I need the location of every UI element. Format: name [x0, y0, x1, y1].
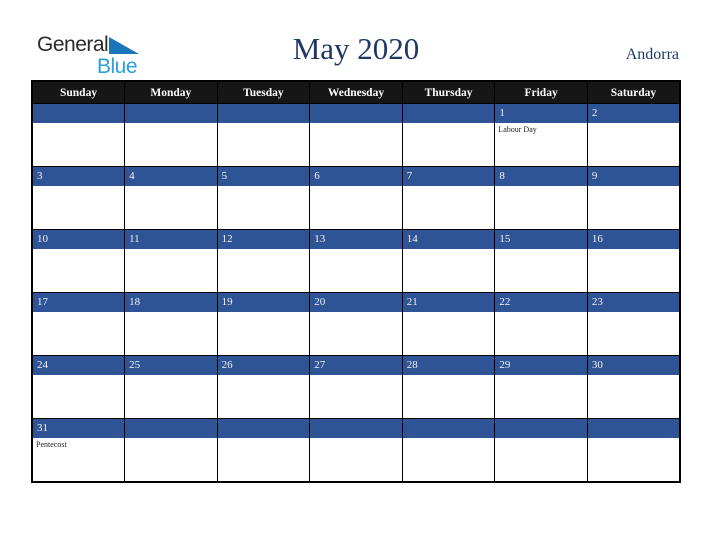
holiday-label [403, 123, 495, 166]
holiday-label [403, 249, 495, 292]
day-cell [125, 167, 218, 230]
week-row-4 [32, 293, 680, 356]
day-cell [587, 167, 680, 230]
day-number: 16 [588, 230, 679, 249]
day-cell [32, 419, 125, 483]
holiday-label [495, 312, 587, 355]
week-row-6 [32, 419, 680, 483]
logo-text-general: General [37, 33, 109, 56]
day-cell [32, 167, 125, 230]
logo-text-blue: Blue [97, 55, 138, 78]
day-cell [310, 356, 403, 419]
day-cell [402, 230, 495, 293]
holiday-label: Labour Day [498, 125, 537, 134]
day-number: 24 [33, 356, 124, 375]
holiday-label [218, 249, 310, 292]
day-number: 20 [310, 293, 402, 312]
holiday-label [33, 312, 124, 355]
day-cell [310, 293, 403, 356]
day-number: 30 [588, 356, 679, 375]
calendar-table [31, 80, 681, 483]
day-cell [32, 293, 125, 356]
day-number: 15 [495, 230, 587, 249]
day-cell [587, 419, 680, 483]
holiday-label [125, 249, 217, 292]
day-number [495, 419, 587, 438]
day-number: 8 [495, 167, 587, 186]
holiday-label [310, 312, 402, 355]
day-number: 28 [403, 356, 495, 375]
day-number [588, 419, 679, 438]
holiday-label [125, 375, 217, 418]
day-cell [402, 104, 495, 167]
holiday-label [218, 375, 310, 418]
weekday-wednesday: Wednesday [310, 81, 403, 104]
day-cell [217, 356, 310, 419]
holiday-label [495, 375, 587, 418]
day-cell [495, 419, 588, 483]
day-number: 19 [218, 293, 310, 312]
day-number: 2 [588, 104, 679, 123]
day-number: 12 [218, 230, 310, 249]
day-cell [495, 230, 588, 293]
day-number [218, 419, 310, 438]
day-number: 6 [310, 167, 402, 186]
day-cell [495, 356, 588, 419]
day-cell [495, 167, 588, 230]
day-cell [402, 293, 495, 356]
weekday-monday: Monday [125, 81, 218, 104]
day-number: 26 [218, 356, 310, 375]
day-cell [587, 104, 680, 167]
weekday-saturday: Saturday [587, 81, 680, 104]
holiday-label [218, 312, 310, 355]
day-number [218, 104, 310, 123]
day-cell [217, 104, 310, 167]
day-number: 5 [218, 167, 310, 186]
day-cell [125, 104, 218, 167]
day-number: 1 [495, 104, 587, 123]
day-cell [310, 419, 403, 483]
holiday-label [125, 312, 217, 355]
day-number: 29 [495, 356, 587, 375]
holiday-label [588, 438, 679, 481]
weekday-thursday: Thursday [402, 81, 495, 104]
holiday-label [495, 438, 587, 481]
holiday-label [218, 438, 310, 481]
day-cell [32, 104, 125, 167]
day-cell [125, 356, 218, 419]
day-cell [217, 167, 310, 230]
day-number [403, 419, 495, 438]
day-cell [310, 167, 403, 230]
day-number [125, 419, 217, 438]
day-number [125, 104, 217, 123]
day-number [403, 104, 495, 123]
weekday-sunday: Sunday [32, 81, 125, 104]
day-number [33, 104, 124, 123]
day-cell [587, 356, 680, 419]
day-cell [402, 167, 495, 230]
day-cell [125, 419, 218, 483]
day-number: 27 [310, 356, 402, 375]
holiday-label [310, 438, 402, 481]
country-label: Andorra [625, 46, 679, 63]
holiday-label [495, 249, 587, 292]
holiday-label [588, 123, 679, 166]
day-cell [217, 419, 310, 483]
day-cell [495, 293, 588, 356]
day-number: 18 [125, 293, 217, 312]
day-number: 22 [495, 293, 587, 312]
holiday-label [125, 438, 217, 481]
day-cell [310, 230, 403, 293]
holiday-label [588, 312, 679, 355]
weekday-tuesday: Tuesday [217, 81, 310, 104]
holiday-label [403, 312, 495, 355]
day-number: 23 [588, 293, 679, 312]
holiday-label [403, 375, 495, 418]
day-cell [402, 356, 495, 419]
day-number: 21 [403, 293, 495, 312]
day-number: 3 [33, 167, 124, 186]
day-number: 11 [125, 230, 217, 249]
week-row-1 [32, 104, 680, 167]
day-cell [310, 104, 403, 167]
day-cell [495, 104, 588, 167]
week-row-2 [32, 167, 680, 230]
week-row-5 [32, 356, 680, 419]
holiday-label: Pentecost [36, 440, 67, 449]
holiday-label [403, 438, 495, 481]
week-row-3 [32, 230, 680, 293]
day-cell [587, 293, 680, 356]
day-number: 4 [125, 167, 217, 186]
holiday-label [125, 186, 217, 229]
holiday-label [33, 123, 124, 166]
holiday-label [588, 186, 679, 229]
month-title: May 2020 [292, 31, 420, 66]
day-cell [587, 230, 680, 293]
day-number [310, 104, 402, 123]
holiday-label [310, 186, 402, 229]
day-number: 17 [33, 293, 124, 312]
holiday-label [33, 186, 124, 229]
day-cell [402, 419, 495, 483]
day-cell [217, 230, 310, 293]
holiday-label [495, 186, 587, 229]
holiday-label [218, 123, 310, 166]
day-cell [125, 230, 218, 293]
holiday-label [33, 249, 124, 292]
holiday-label [310, 123, 402, 166]
day-number: 25 [125, 356, 217, 375]
day-number: 7 [403, 167, 495, 186]
holiday-label [33, 375, 124, 418]
day-cell [32, 230, 125, 293]
weekday-header-row [32, 81, 680, 104]
day-cell [217, 293, 310, 356]
holiday-label [403, 186, 495, 229]
day-number: 9 [588, 167, 679, 186]
day-number: 13 [310, 230, 402, 249]
weekday-friday: Friday [495, 81, 588, 104]
day-number [310, 419, 402, 438]
day-number: 10 [33, 230, 124, 249]
day-cell [125, 293, 218, 356]
day-number: 14 [403, 230, 495, 249]
holiday-label [310, 375, 402, 418]
holiday-label [588, 375, 679, 418]
holiday-label [125, 123, 217, 166]
holiday-label [310, 249, 402, 292]
holiday-label [218, 186, 310, 229]
day-number: 31 [33, 419, 124, 438]
day-cell [32, 356, 125, 419]
holiday-label [588, 249, 679, 292]
